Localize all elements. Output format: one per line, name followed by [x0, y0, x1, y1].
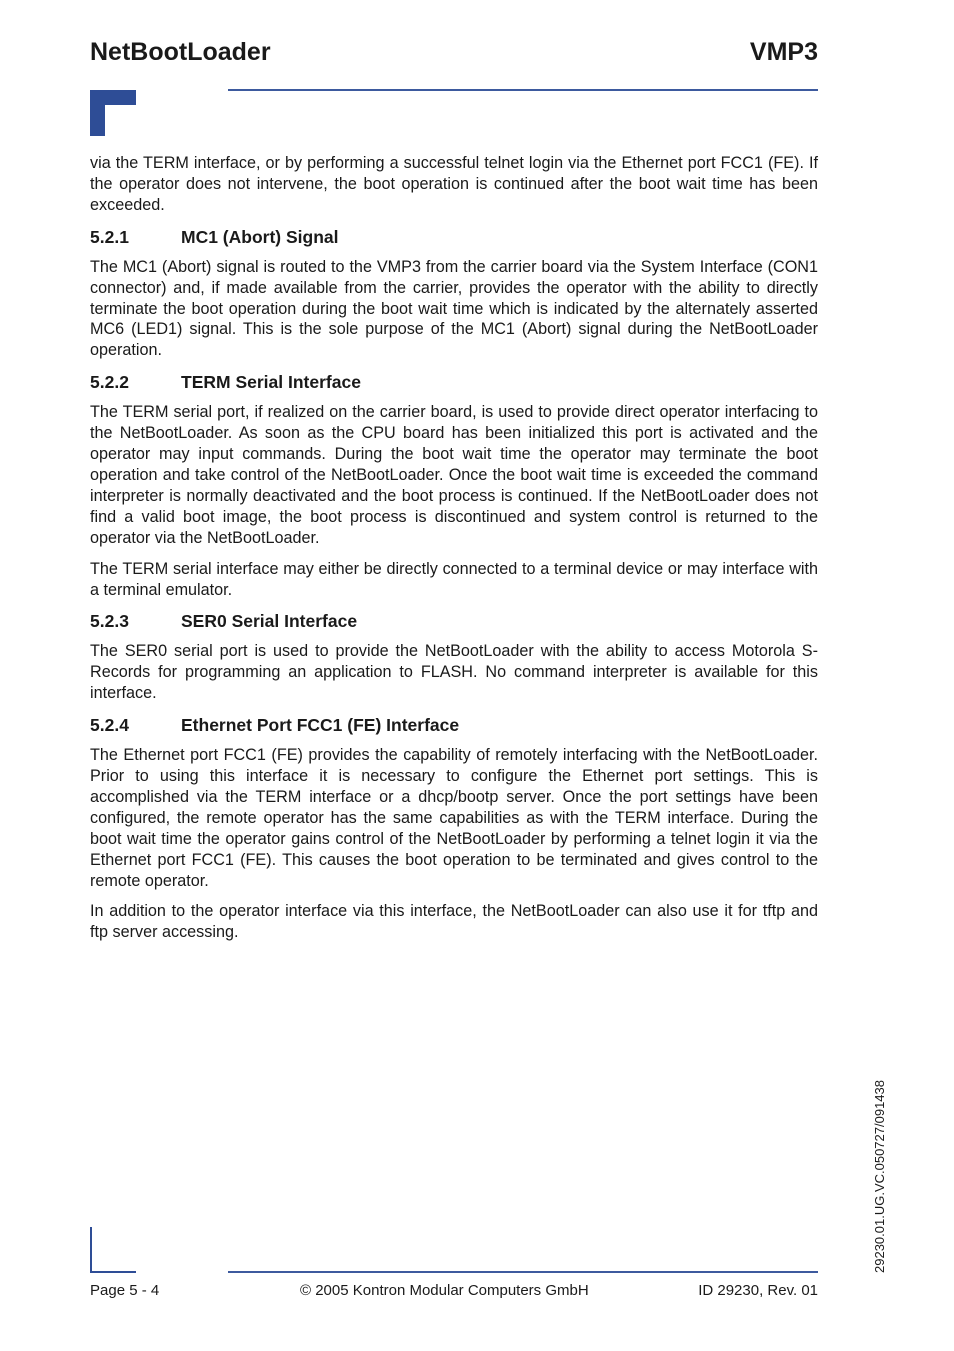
section-title: MC1 (Abort) Signal — [181, 226, 339, 247]
section-heading-5-2-3 — [90, 610, 818, 632]
section-paragraph: The TERM serial interface may either be directly connected to a terminal device or may interface with a terminal emulator. — [90, 559, 818, 599]
corner-mark-bottom — [90, 1227, 136, 1273]
corner-mark-top — [90, 90, 136, 136]
section-title: SER0 Serial Interface — [181, 611, 358, 632]
section-heading-5-2-4 — [90, 714, 818, 736]
section-title: TERM Serial Interface — [181, 372, 361, 393]
section-heading-5-2-2 — [90, 371, 818, 393]
footer-doc-id: ID 29230, Rev. 01 — [698, 1282, 818, 1299]
header-title-right: VMP3 — [749, 38, 818, 66]
page-content — [90, 153, 818, 953]
section-paragraph: The Ethernet port FCC1 (FE) provides the capability of remotely interfacing with the NetBootLoader. Prior to using this interface it is necessary to configure the Ethernet port settings. This is accomplished via the TERM interface or a dhcp/bootp server. Once the port settings have been configured, the remote operator has the same capabilities as with the TERM interface. During the boot wait time the operator gains control of the NetBootLoader by performing a telnet login it via the Ethernet port FCC1 (FE). This causes the boot operation to be terminated and gives control to the remote operator. — [90, 746, 818, 890]
section-paragraph: The SER0 serial port is used to provide the NetBootLoader with the ability to access Motorola S-Records for programming an application to FLASH. No command interpreter is available for this interface. — [90, 642, 818, 703]
footer-page-number: Page 5 - 4 — [90, 1282, 160, 1299]
footer-copyright: © 2005 Kontron Modular Computers GmbH — [300, 1282, 589, 1299]
section-paragraph: In addition to the operator interface via this interface, the NetBootLoader can also use it for tftp and ftp server accessing. — [90, 902, 818, 942]
document-side-id: 29230.01.UG.VC.050727/091438 — [872, 1080, 887, 1273]
section-heading-5-2-1 — [90, 226, 818, 248]
section-number: 5.2.3 — [90, 611, 129, 632]
intro-paragraph: via the TERM interface, or by performing a successful telnet login via the Ethernet port FCC1 (FE). If the operator does not intervene, the boot operation is continued after the boot wait time has been exceeded. — [90, 154, 818, 214]
section-paragraph: The MC1 (Abort) signal is routed to the VMP3 from the carrier board via the System Interface (CON1 connector) and, if made available from the carrier, provides the operator with the ability to directly terminate the boot operation during the boot wait time which is indicated by the alternately asserted MC6 (LED1) signal. This is the sole purpose of the MC1 (Abort) signal during the NetBootLoader operation. — [90, 257, 818, 360]
section-paragraph: The TERM serial port, if realized on the carrier board, is used to provide direct operator interfacing to the NetBootLoader. As soon as the CPU board has been initialized this port is activated and the operator may input commands. During the boot wait time the operator may terminate the boot operation and take control of the NetBootLoader. Once the boot wait time is exceeded the command interpreter is normally deactivated and the boot process is continued. If the NetBootLoader does not find a valid boot image, the boot process is discontinued and system control is returned to the operator via the NetBootLoader. — [90, 403, 818, 547]
section-number: 5.2.4 — [90, 715, 129, 736]
header-rule — [228, 89, 818, 91]
section-number: 5.2.1 — [90, 226, 129, 247]
section-title: Ethernet Port FCC1 (FE) Interface — [181, 715, 460, 736]
footer-rule — [228, 1271, 818, 1273]
header-title-left: NetBootLoader — [90, 38, 271, 66]
section-number: 5.2.2 — [90, 372, 129, 393]
